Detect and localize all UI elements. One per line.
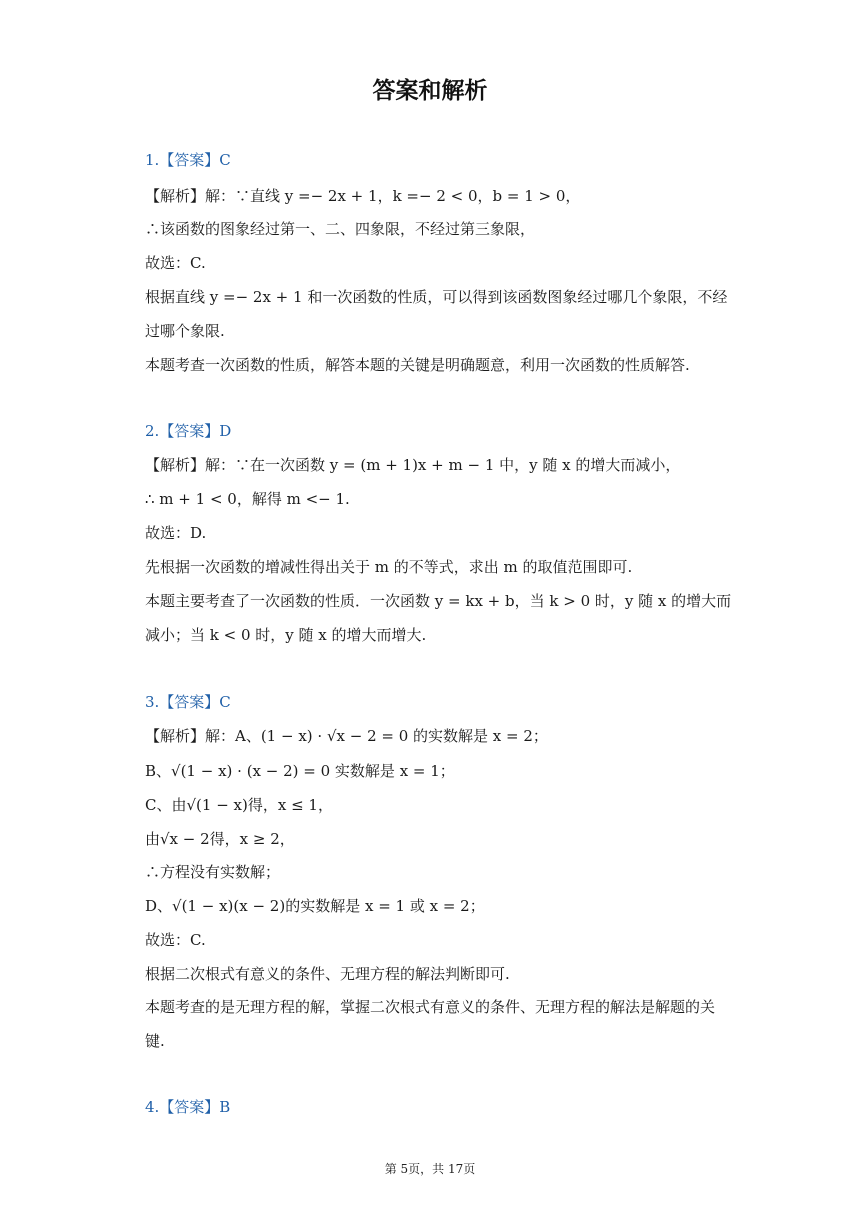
q2-line-3: 故选：D.: [145, 524, 207, 542]
q2-line-1: 【解析】解：∵在一次函数 y = (m + 1)x + m − 1 中，y 随 x 的增大而减小，: [145, 456, 681, 474]
q2-line-2: ∴ m + 1 < 0，解得 m <− 1.: [145, 490, 350, 508]
q3-line-5: ∴方程没有实数解；: [145, 863, 281, 881]
q4-answer: 4.【答案】B: [145, 1098, 231, 1116]
page-footer: 第 5页，共 17页: [384, 1162, 476, 1176]
q3-line-2: B、√(1 − x) · (x − 2) = 0 实数解是 x = 1；: [145, 762, 455, 780]
q3-line-7: 故选：C.: [145, 931, 206, 949]
q1-answer: 1.【答案】C: [145, 151, 231, 169]
q3-line-1: 【解析】解：A、(1 − x) · √x − 2 = 0 的实数解是 x = 2；: [145, 727, 548, 745]
q3-line-3: C、由√(1 − x)得，x ≤ 1，: [145, 796, 333, 814]
q1-line-6: 本题考查一次函数的性质，解答本题的关键是明确题意，利用一次函数的性质解答.: [145, 356, 690, 374]
q2-line-5: 本题主要考查了一次函数的性质．一次函数 y = kx + b，当 k > 0 时，y 随 x 的增大而: [145, 592, 732, 610]
q3-line-4: 由√x − 2得，x ≥ 2，: [145, 830, 295, 848]
q1-line-2: ∴该函数的图象经过第一、二、四象限，不经过第三象限，: [145, 220, 536, 238]
q2-answer: 2.【答案】D: [145, 422, 232, 440]
q1-line-1: 【解析】解：∵直线 y =− 2x + 1，k =− 2 < 0，b = 1 > 0，: [145, 187, 581, 205]
q1-line-4: 根据直线 y =− 2x + 1 和一次函数的性质，可以得到该函数图象经过哪几个象限，不经: [145, 288, 728, 306]
q3-line-10: 键.: [145, 1032, 165, 1050]
q3-line-8: 根据二次根式有意义的条件、无理方程的解法判断即可.: [145, 965, 510, 983]
q2-line-6: 减小；当 k < 0 时，y 随 x 的增大而增大.: [145, 626, 427, 644]
q3-answer: 3.【答案】C: [145, 693, 231, 711]
page-title: 答案和解析: [372, 78, 488, 104]
q3-line-9: 本题考查的是无理方程的解，掌握二次根式有意义的条件、无理方程的解法是解题的关: [145, 998, 716, 1016]
q1-line-3: 故选：C.: [145, 254, 206, 272]
q2-line-4: 先根据一次函数的增减性得出关于 m 的不等式，求出 m 的取值范围即可.: [145, 558, 633, 576]
q1-line-5: 过哪个象限.: [145, 322, 225, 340]
q3-line-6: D、√(1 − x)(x − 2)的实数解是 x = 1 或 x = 2；: [145, 897, 485, 915]
